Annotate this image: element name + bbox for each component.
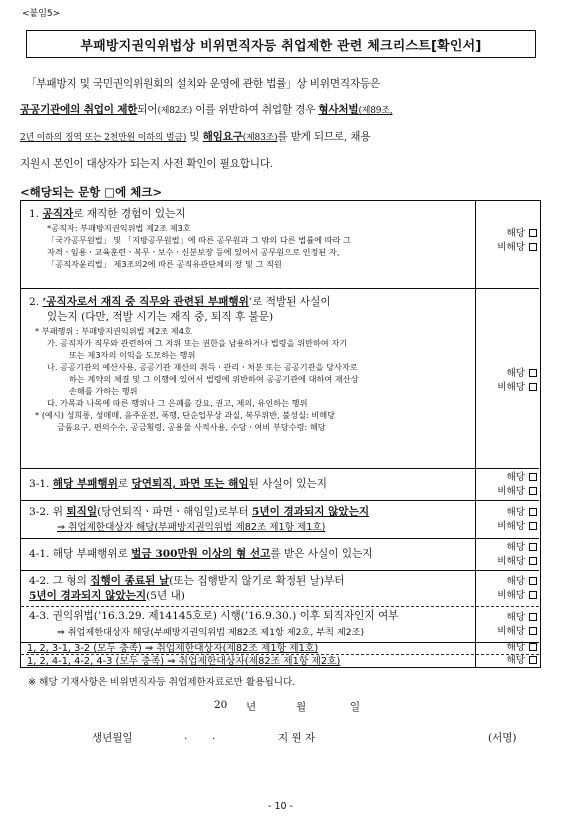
checkbox[interactable] [529, 543, 537, 551]
checkbox[interactable] [529, 522, 537, 530]
row-q2 [21, 289, 539, 469]
q3-1-yes[interactable]: 해당 [481, 471, 537, 485]
checklist-table [20, 200, 541, 668]
q4-3-yes[interactable]: 해당 [481, 611, 537, 625]
applicant-label: 지 원 자 [278, 732, 316, 744]
signature-field[interactable]: (서명) [488, 732, 517, 744]
checkbox[interactable] [529, 487, 537, 495]
q4-3-checkboxes [481, 611, 537, 639]
q2-checkboxes [481, 367, 537, 395]
q4-1-no[interactable]: 비해당 [481, 555, 537, 569]
dismissal-request-text: 해임요구 [202, 131, 243, 143]
intro-line-3: 2년 이하의 징역 또는 2천만원 이하의 벌금) 및 해임요구(제83조)를 받게 되므로, 채용 [20, 131, 371, 143]
attachment-tag: <붙임5> [22, 9, 61, 19]
birthdate-dot-2: . [212, 730, 216, 742]
date-day-unit: 일 [350, 701, 361, 713]
checkbox[interactable] [529, 643, 537, 651]
row-q4-2 [21, 571, 539, 607]
q2-yes[interactable]: 해당 [481, 367, 537, 381]
employment-restriction-text: 공공기관에의 취업이 제한 [20, 104, 138, 116]
birthdate-label: 생년월일 [92, 732, 133, 744]
checkbox[interactable] [529, 613, 537, 621]
row-q1 [21, 201, 539, 289]
date-month-unit: 월 [296, 701, 307, 713]
q2-no[interactable]: 비해당 [481, 381, 537, 395]
checkbox[interactable] [529, 229, 537, 237]
summary-1-checkbox[interactable]: 해당 [481, 642, 537, 654]
criminal-penalty-text: 형사처벌 [318, 104, 359, 116]
intro-paragraph [20, 71, 540, 177]
q3-2-checkboxes [481, 506, 537, 534]
checkbox[interactable] [529, 508, 537, 516]
birthdate-dot-1: . [184, 730, 188, 742]
summary-1-text: 1, 2, 3-1, 3-2 (모두 충족) ⇒ 취업제한대상자(제82조 제1항 제1호) [27, 643, 319, 654]
row-summary-2 [21, 655, 539, 668]
q4-3-no[interactable]: 비해당 [481, 625, 537, 639]
q1-checkboxes [481, 227, 537, 255]
checkbox[interactable] [529, 243, 537, 251]
intro-line-4: 지원시 본인이 대상자가 되는지 사전 확인이 필요합니다. [20, 158, 273, 170]
usage-footnote: ※ 해당 기재사항은 비위면직자등 취업제한자료로만 활용됩니다. [28, 677, 296, 688]
row-q4-1 [21, 539, 539, 571]
q3-2-text: 3-2. 위 퇴직일(당연퇴직ㆍ파면ㆍ해임일)로부터 5년이 경과되지 않았는지 ⇒ 취업제한대상자 해당(부패방지권익위법 제82조 제1항 제1호) [29, 506, 370, 533]
checkbox[interactable] [529, 577, 537, 585]
q3-2-no[interactable]: 비해당 [481, 520, 537, 534]
date-year: 20 [214, 699, 228, 711]
checkbox[interactable] [529, 383, 537, 391]
q3-1-no[interactable]: 비해당 [481, 485, 537, 499]
q4-2-checkboxes [481, 575, 537, 603]
section-heading: <해당되는 문항 □에 체크> [20, 185, 163, 199]
q4-1-yes[interactable]: 해당 [481, 541, 537, 555]
checkbox[interactable] [529, 591, 537, 599]
q3-2-yes[interactable]: 해당 [481, 506, 537, 520]
checkbox[interactable] [529, 473, 537, 481]
checkbox[interactable] [529, 557, 537, 565]
checkbox[interactable] [529, 656, 537, 664]
q1-no[interactable]: 비해당 [481, 241, 537, 255]
summary-2-checkbox[interactable]: 해당 [481, 655, 537, 667]
q4-1-checkboxes [481, 541, 537, 569]
checkbox[interactable] [529, 369, 537, 377]
q1-text: 1. 공직자로 재직한 경험이 있는지 *공직자: 부패방지권익위법 제2조 제3호 「국가공무원법」 및 「지방공무원법」에 따른 공무원과 그 밖의 다른 법률에 따라 그 자격ㆍ임용ㆍ교육훈련ㆍ복무ㆍ보수ㆍ신분보장 등에 있어서 공무원으로 인정된 자, 「공직자윤리법」 제3조의2에 따른 공직유관단체의 장 및 그 직원 [29, 208, 351, 269]
q4-1-text: 4-1. 해당 부패행위로 벌금 300만원 이상의 형 선고를 받은 사실이 있는지 [29, 548, 373, 560]
q4-2-no[interactable]: 비해당 [481, 589, 537, 603]
date-year-unit: 년 [246, 701, 257, 713]
q2-text: 2. ‘공직자로서 재직 중 직무와 관련된 부패행위’로 적발된 사실이 있는지 (다만, 적발 시기는 재직 중, 퇴직 후 불문) * 부패행위 : 부패방지권익위법 제2조 제4호 가. 공직자가 직무와 관련하여 그 지위 또는 권한을 남용하거나 법령을 위반하여 자기 또는 제3자의 이익을 도모하는 행위 나. 공공기관의 예산사용, 공공기관 재산의 취득ㆍ관리ㆍ처분 또는 공공기관을 당사자로 하는 계약의 체결 및 그 이행에 있어서 법령에 위반하여 공공기관에 대하여 재산상 손해를 가하는 행위 다. 가목과 나목에 따른 행위나 그 은폐를 강요, 권고, 제의, 유인하는 행위 * (예시) 성희롱, 성매매, 음주운전, 폭행, 단순업무상 과실, 복무위반, 불성실: 비해당 금품요구, 편의수수, 공금횡령, 공용물 사적사용, 수당ㆍ여비 부당수령: 해당 [29, 296, 359, 432]
q3-1-checkboxes [481, 471, 537, 499]
q4-2-yes[interactable]: 해당 [481, 575, 537, 589]
q4-3-text: 4-3. 권익위법(’16.3.29. 제14145호로) 시행(’16.9.30.) 이후 퇴직자인지 여부 ⇒ 취업제한대상자 해당(부패방지권익위법 제82조 제1항 제2호, 부칙 제2조) [29, 610, 399, 638]
row-q3-2 [21, 501, 539, 539]
row-q3-1 [21, 469, 539, 501]
row-q4-3 [21, 607, 539, 643]
page-number: - 10 - [268, 801, 293, 812]
intro-line-1: 「부패방지 및 국민권익위원회의 설치와 운영에 관한 법률」상 비위면직자등은 [26, 78, 380, 90]
intro-line-2: 공공기관에의 취업이 제한되어(제82조) 이를 위반하여 취업할 경우 형사처벌(제89조, [20, 104, 393, 116]
checkbox[interactable] [529, 627, 537, 635]
summary-2-text: 1, 2, 4-1, 4-2, 4-3 (모두 충족) ⇒ 취업제한대상자(제82조 제1항 제2호) [27, 656, 341, 667]
q3-1-text: 3-1. 해당 부패행위로 당연퇴직, 파면 또는 해임된 사실이 있는지 [29, 478, 327, 490]
q1-yes[interactable]: 해당 [481, 227, 537, 241]
q4-2-text: 4-2. 그 형의 집행이 종료된 날(또는 집행받지 않기로 확정된 날)부터 5년이 경과되지 않았는지(5년 내) [29, 575, 345, 602]
document-title: 부패방지권익위법상 비위면직자등 취업제한 관련 체크리스트[확인서] [26, 30, 536, 58]
row-summary-1 [21, 643, 539, 655]
